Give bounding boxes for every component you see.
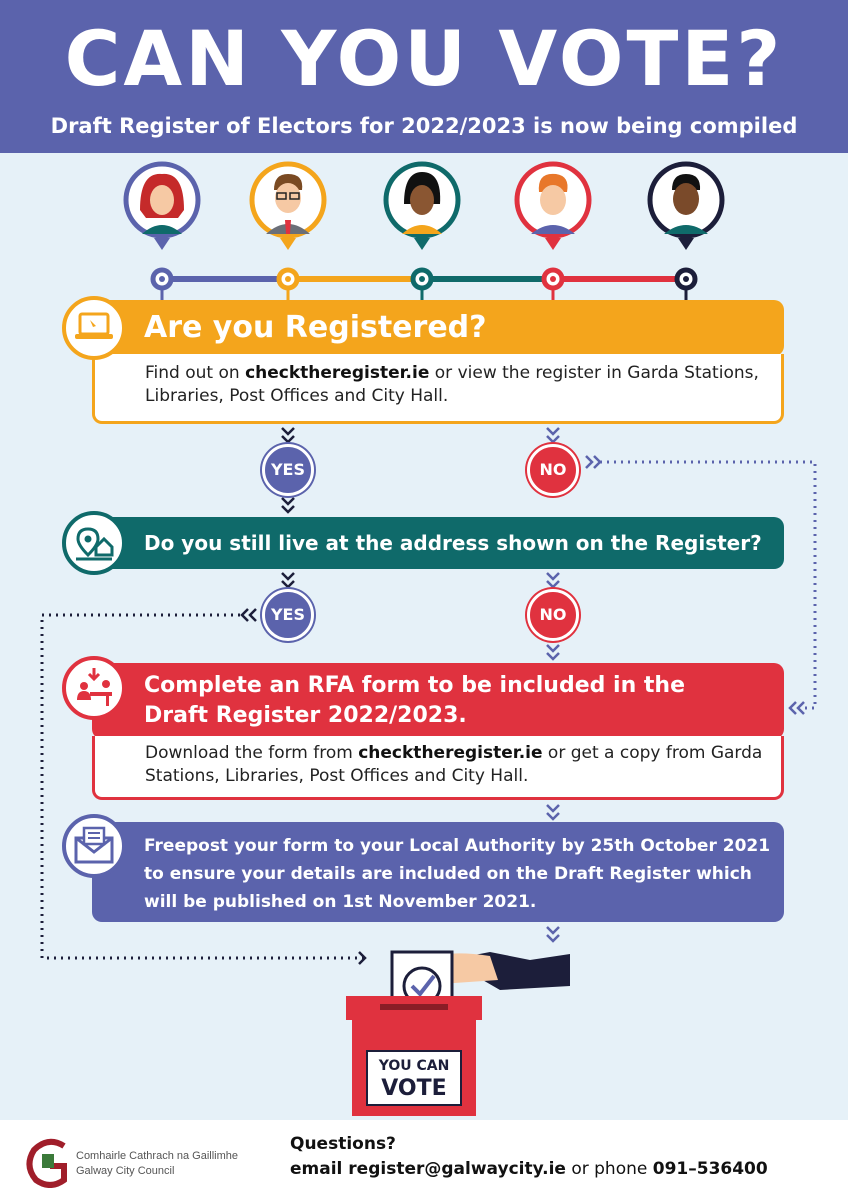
- page-subtitle: Draft Register of Electors for 2022/2023 is now being compiled: [50, 114, 798, 138]
- council-name-english: Galway City Council: [76, 1165, 175, 1177]
- step3-body: Download the form from checktheregister.ie or get a copy from Garda Stations, Libraries, Post Offices and City Hall.: [92, 736, 784, 800]
- step2-heading: Do you still live at the address shown on the Register?: [144, 531, 762, 555]
- avatar-man-glasses: [252, 164, 324, 288]
- step4-line3: will be published on 1st November 2021.: [144, 892, 537, 912]
- ballot-line2: VOTE: [381, 1076, 447, 1101]
- step2-no-badge: NO: [527, 589, 579, 641]
- questions-label: Questions?: [290, 1134, 396, 1154]
- council-name-irish: Comhairle Cathrach na Gaillimhe: [76, 1150, 239, 1162]
- avatar-man-dark: [650, 164, 722, 288]
- form-desk-icon: [62, 656, 126, 720]
- contact-line: email register@galwaycity.ie or phone 091–536400: [290, 1159, 768, 1179]
- ballot-line1: YOU CAN: [378, 1058, 450, 1074]
- ballot-label: [366, 1050, 462, 1106]
- laptop-icon: [62, 296, 126, 360]
- step1-no-badge: NO: [527, 444, 579, 496]
- step4-line1: Freepost your form to your Local Authority by 25th October 2021: [144, 836, 771, 856]
- page-title: CAN YOU VOTE?: [64, 14, 784, 103]
- phone-link[interactable]: 091–536400: [652, 1159, 768, 1179]
- step1-link[interactable]: checktheregister.ie: [245, 363, 430, 383]
- step3-heading-line2: Draft Register 2022/2023.: [144, 703, 467, 728]
- step3-heading-line1: Complete an RFA form to be included in the: [144, 673, 686, 698]
- email-link[interactable]: register@galwaycity.ie: [348, 1159, 566, 1179]
- map-location-icon: [62, 511, 126, 575]
- envelope-icon: [62, 814, 126, 878]
- step1-heading: Are you Registered?: [144, 310, 487, 345]
- people-row: [0, 160, 848, 300]
- step1-yes-badge: YES: [262, 444, 314, 496]
- council-logo: [24, 1136, 72, 1188]
- avatar-woman-dark-hair: [386, 164, 458, 288]
- step1-body: Find out on checktheregister.ie or view the register in Garda Stations, Libraries, Post Offices and City Hall.: [92, 354, 784, 424]
- people-avatars: [0, 160, 848, 300]
- step2-yes-badge: YES: [262, 589, 314, 641]
- avatar-woman-red-hair: [126, 164, 198, 288]
- step3-link[interactable]: checktheregister.ie: [358, 743, 543, 763]
- step4-line2: to ensure your details are included on the Draft Register which: [144, 864, 752, 884]
- avatar-man-ginger: [517, 164, 589, 288]
